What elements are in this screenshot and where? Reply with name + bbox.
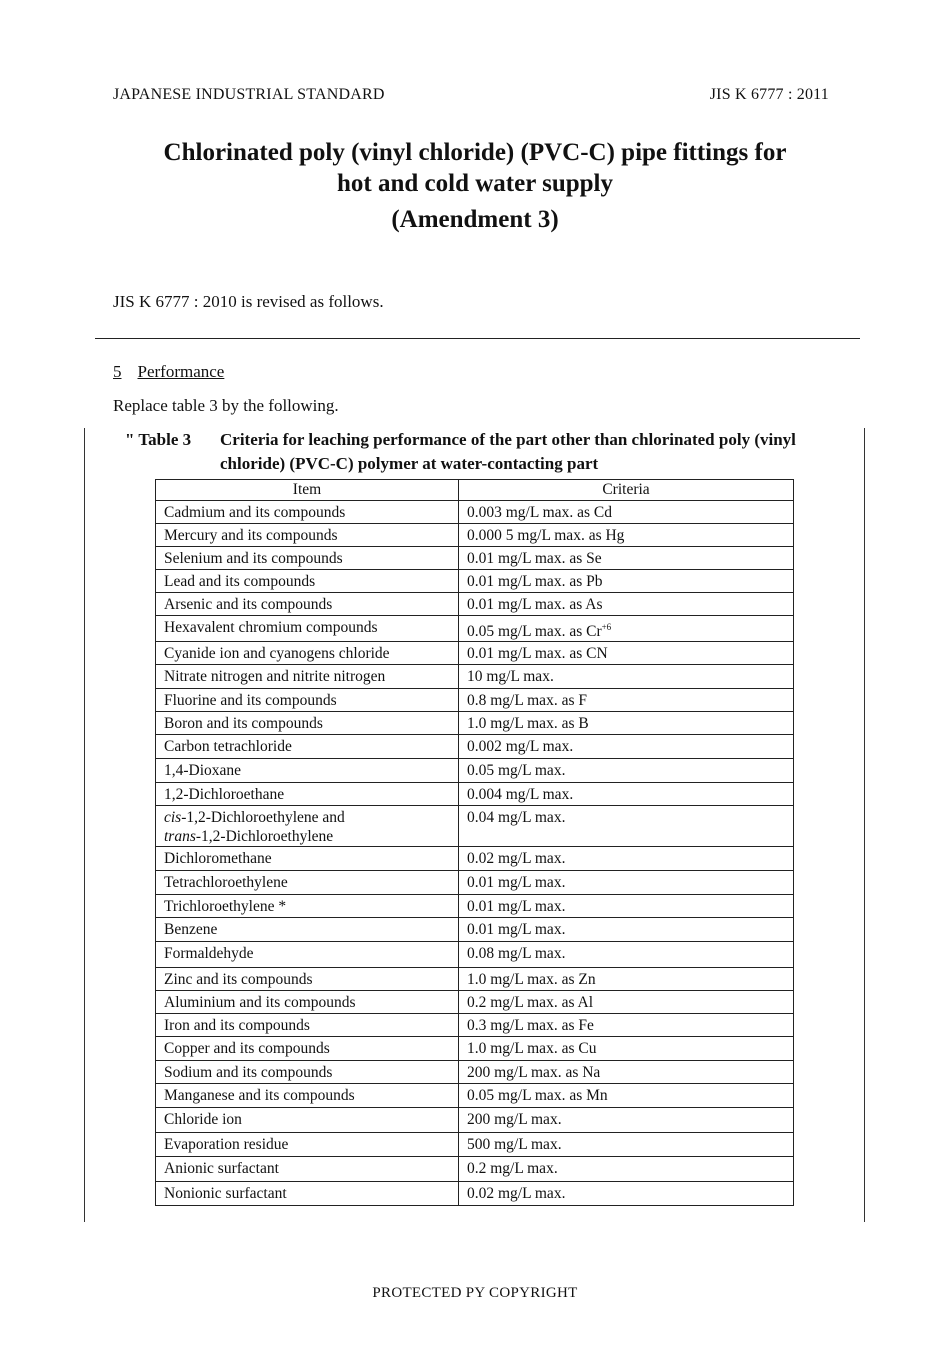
item-cell xyxy=(156,942,459,968)
header-standard-name: JAPANESE INDUSTRIAL STANDARD xyxy=(113,86,385,103)
table-row xyxy=(156,547,794,570)
header-standard-number: JIS K 6777 : 2011 xyxy=(709,86,829,103)
table-row xyxy=(156,501,794,524)
criteria-text: 0.01 mg/L max. as CN xyxy=(467,645,608,663)
criteria-cell xyxy=(459,665,794,689)
table-row xyxy=(156,1182,794,1206)
criteria-text: 0.05 mg/L max. as Mn xyxy=(467,1087,608,1105)
criteria-text: 0.08 mg/L max. xyxy=(467,945,566,963)
criteria-text: 0.3 mg/L max. as Fe xyxy=(467,1017,594,1035)
criteria-cell xyxy=(459,968,794,991)
criteria-cell xyxy=(459,593,794,616)
item-text: Iron and its compounds xyxy=(164,1017,310,1035)
table-row xyxy=(156,616,794,642)
table-row xyxy=(156,1037,794,1061)
item-text: -1,2-Dichloroethylene xyxy=(195,828,334,846)
criteria-text: 0.01 mg/L max. as Pb xyxy=(467,573,603,590)
criteria-cell xyxy=(459,1133,794,1157)
table-row xyxy=(156,524,794,547)
criteria-text: 500 mg/L max. xyxy=(467,1136,562,1154)
criteria-cell xyxy=(459,642,794,665)
item-cell xyxy=(156,1037,459,1061)
table-row xyxy=(156,968,794,991)
item-cell xyxy=(156,968,459,991)
change-bar-right xyxy=(864,428,865,1222)
item-text: Zinc and its compounds xyxy=(164,971,313,989)
criteria-text: 1.0 mg/L max. as Zn xyxy=(467,971,596,989)
item-cell xyxy=(156,689,459,712)
table-row xyxy=(156,895,794,918)
criteria-cell xyxy=(459,501,794,524)
criteria-cell xyxy=(459,616,794,642)
table-row xyxy=(156,759,794,783)
item-cell xyxy=(156,735,459,759)
criteria-text: 0.02 mg/L max. xyxy=(467,1185,566,1203)
item-cell xyxy=(156,1061,459,1084)
item-text: Nonionic surfactant xyxy=(164,1185,287,1203)
item-text: Carbon tetrachloride xyxy=(164,738,292,756)
table-label: " Table 3 xyxy=(125,430,192,449)
criteria-text: 1.0 mg/L max. as Cu xyxy=(467,1040,597,1058)
criteria-text: 200 mg/L max. as Na xyxy=(467,1064,601,1082)
criteria-cell xyxy=(459,1014,794,1037)
criteria-cell xyxy=(459,806,794,847)
item-cell xyxy=(156,570,459,593)
criteria-text: 0.01 mg/L max. xyxy=(467,874,566,892)
criteria-cell xyxy=(459,1084,794,1108)
criteria-text: 0.01 mg/L max. xyxy=(467,898,566,916)
criteria-text: 200 mg/L max. xyxy=(467,1111,562,1129)
item-text: Arsenic and its compounds xyxy=(164,596,333,613)
item-cell xyxy=(156,524,459,547)
criteria-cell xyxy=(459,712,794,735)
item-text: Anionic surfactant xyxy=(164,1160,279,1178)
criteria-cell xyxy=(459,783,794,806)
item-text: Fluorine and its compounds xyxy=(164,692,337,710)
item-cell xyxy=(156,759,459,783)
item-text: Manganese and its compounds xyxy=(164,1087,355,1105)
item-text: Copper and its compounds xyxy=(164,1040,330,1058)
item-cell xyxy=(156,1182,459,1206)
item-cell xyxy=(156,1014,459,1037)
criteria-cell xyxy=(459,918,794,942)
title-line-1: Chlorinated poly (vinyl chloride) (PVC-C) pipe fittings for xyxy=(163,139,787,166)
table-row xyxy=(156,942,794,968)
criteria-text: 0.01 mg/L max. xyxy=(467,921,566,939)
item-cell xyxy=(156,871,459,895)
item-text: Formaldehyde xyxy=(164,945,254,963)
item-cell xyxy=(156,918,459,942)
criteria-cell xyxy=(459,689,794,712)
criteria-cell xyxy=(459,524,794,547)
item-cell xyxy=(156,991,459,1014)
table-row xyxy=(156,1084,794,1108)
criteria-cell xyxy=(459,1037,794,1061)
item-cell xyxy=(156,847,459,871)
item-cell xyxy=(156,1157,459,1182)
criteria-cell xyxy=(459,847,794,871)
item-text: Cyanide ion and cyanogens chloride xyxy=(164,645,390,663)
table-row xyxy=(156,1157,794,1182)
table-row xyxy=(156,847,794,871)
table-row xyxy=(156,570,794,593)
item-cell xyxy=(156,1084,459,1108)
item-text: Trichloroethylene * xyxy=(164,898,287,916)
item-text: Benzene xyxy=(164,921,218,939)
section-number: 5 xyxy=(113,362,122,381)
criteria-text: 0.8 mg/L max. as F xyxy=(467,692,587,710)
table-row xyxy=(156,871,794,895)
item-cell xyxy=(156,1108,459,1133)
criteria-cell xyxy=(459,570,794,593)
item-text: Sodium and its compounds xyxy=(164,1064,333,1082)
table-row xyxy=(156,665,794,689)
item-text: Lead and its compounds xyxy=(164,573,316,590)
criteria-text: 10 mg/L max. xyxy=(467,668,554,686)
item-text: Hexavalent chromium compounds xyxy=(164,619,378,636)
table-header-row xyxy=(156,480,794,501)
item-text: Boron and its compounds xyxy=(164,715,323,733)
item-text: Mercury and its compounds xyxy=(164,527,338,544)
criteria-cell xyxy=(459,991,794,1014)
column-header-criteria: Criteria xyxy=(459,480,794,501)
table-row xyxy=(156,642,794,665)
item-text: 1,2-Dichloroethane xyxy=(164,786,285,804)
table-body xyxy=(156,501,794,1206)
criteria-text: 0.000 5 mg/L max. as Hg xyxy=(467,527,625,544)
item-cell xyxy=(156,547,459,570)
criteria-cell xyxy=(459,871,794,895)
item-text: Nitrate nitrogen and nitrite nitrogen xyxy=(164,668,386,686)
section-title: Performance xyxy=(137,362,225,381)
item-text: Selenium and its compounds xyxy=(164,550,343,567)
criteria-cell xyxy=(459,1061,794,1084)
criteria-text: 0.004 mg/L max. xyxy=(467,786,574,804)
criteria-table xyxy=(155,479,794,1206)
criteria-text: 0.003 mg/L max. as Cd xyxy=(467,504,612,521)
amendment-label: (Amendment 3) xyxy=(391,206,559,233)
table-row xyxy=(156,712,794,735)
item-cell xyxy=(156,806,459,847)
table-row xyxy=(156,783,794,806)
replace-instruction: Replace table 3 by the following. xyxy=(113,396,339,415)
item-cell xyxy=(156,616,459,642)
criteria-text: 1.0 mg/L max. as B xyxy=(467,715,589,733)
table-row xyxy=(156,689,794,712)
table-row xyxy=(156,918,794,942)
criteria-cell xyxy=(459,1108,794,1133)
item-cell xyxy=(156,783,459,806)
horizontal-divider xyxy=(95,338,860,339)
item-text: Chloride ion xyxy=(164,1111,242,1129)
criteria-text: 0.01 mg/L max. as As xyxy=(467,596,603,613)
table-row xyxy=(156,593,794,616)
item-cell xyxy=(156,665,459,689)
copyright-footer: PROTECTED PY COPYRIGHT xyxy=(372,1285,578,1301)
criteria-cell xyxy=(459,895,794,918)
title-line-2: hot and cold water supply xyxy=(337,170,613,197)
criteria-text: 0.2 mg/L max. xyxy=(467,1160,558,1178)
criteria-cell xyxy=(459,735,794,759)
item-text: Evaporation residue xyxy=(164,1136,289,1154)
item-text: Tetrachloroethylene xyxy=(164,874,288,892)
criteria-cell xyxy=(459,1157,794,1182)
item-text: Cadmium and its compounds xyxy=(164,504,346,521)
column-header-item: Item xyxy=(156,480,459,501)
superscript-charge: +6 xyxy=(601,622,612,632)
criteria-text: 0.04 mg/L max. xyxy=(467,809,566,827)
table-row xyxy=(156,1014,794,1037)
item-cell xyxy=(156,642,459,665)
table-row xyxy=(156,735,794,759)
table-caption-text: Criteria for leaching performance of the part other than chlorinated poly (vinyl chloride) (PVC-C) polymer at water-contacting part xyxy=(220,430,796,473)
item-cell xyxy=(156,895,459,918)
table-row xyxy=(156,1061,794,1084)
criteria-cell xyxy=(459,942,794,968)
criteria-text: 0.05 mg/L max. as Cr xyxy=(467,623,602,641)
criteria-text: 0.002 mg/L max. xyxy=(467,738,574,756)
section-heading xyxy=(113,362,224,382)
item-text: -1,2-Dichloroethylene and xyxy=(181,809,345,827)
item-text: Dichloromethane xyxy=(164,850,272,868)
table-row xyxy=(156,1133,794,1157)
document-title xyxy=(95,137,855,199)
criteria-text: 0.02 mg/L max. xyxy=(467,850,566,868)
item-italic-prefix: trans xyxy=(164,828,196,846)
item-text: Aluminium and its compounds xyxy=(164,994,356,1012)
table-row xyxy=(156,1108,794,1133)
item-italic-prefix: cis xyxy=(164,809,182,827)
criteria-cell xyxy=(459,1182,794,1206)
table-row xyxy=(156,991,794,1014)
criteria-cell xyxy=(459,547,794,570)
change-bar-left xyxy=(84,428,85,1222)
criteria-text: 0.05 mg/L max. xyxy=(467,762,566,780)
revision-statement: JIS K 6777 : 2010 is revised as follows. xyxy=(113,292,384,311)
criteria-text: 0.01 mg/L max. as Se xyxy=(467,550,602,567)
item-cell xyxy=(156,593,459,616)
item-cell xyxy=(156,712,459,735)
item-cell xyxy=(156,501,459,524)
item-cell xyxy=(156,1133,459,1157)
criteria-text: 0.2 mg/L max. as Al xyxy=(467,994,593,1012)
item-text: 1,4-Dioxane xyxy=(164,762,242,780)
table-row xyxy=(156,806,794,847)
criteria-cell xyxy=(459,759,794,783)
